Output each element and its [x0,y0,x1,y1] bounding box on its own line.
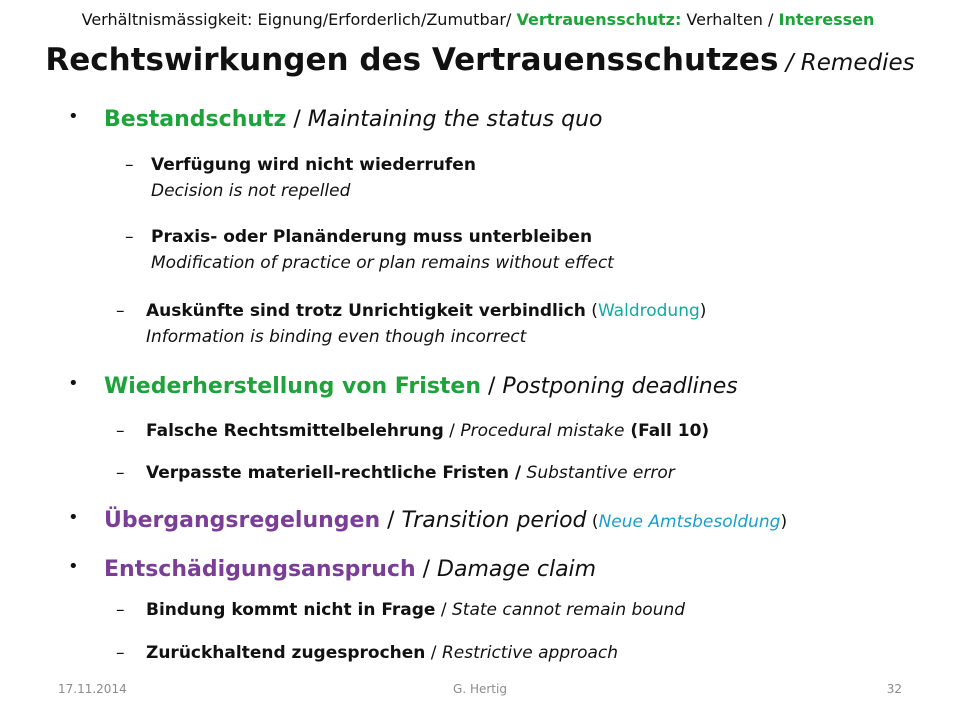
footer-author: G. Hertig [453,682,507,696]
header-line [6,10,950,29]
bullet-term: Übergangsregelungen [104,508,381,533]
sub-item-sep: / [425,643,442,663]
dash: – [116,600,125,620]
note-open: ( [586,512,599,532]
bullet-term: Entschädigungsanspruch [104,557,416,582]
header-prefix: Verhältnismässigkeit: Eignung/Erforderlich/Zumutbar/ [81,10,517,29]
sub-item-de: Verfügung wird nicht wiederrufen [151,155,476,175]
header-vertrauensschutz: Vertrauensschutz: [516,10,682,29]
note-waldrodung: Waldrodung [597,301,700,321]
sub-item-sep: / [435,600,452,620]
header-interessen: Interessen [778,10,875,29]
dash: – [125,155,134,175]
sub-item-de: Zurückhaltend zugesprochen [146,643,426,663]
dash: – [116,463,125,483]
sub-item-de: Auskünfte sind trotz Unrichtigkeit verbindlich [146,301,586,321]
sub-item-en: Information is binding even though incorrect [146,327,527,347]
slide-title [0,42,960,78]
note-close: ) [780,512,788,532]
bullet-translation: Damage claim [437,557,597,582]
sub-item-en: Restrictive approach [441,643,619,663]
bullet-dot: • [68,373,79,394]
bullet-sep: / [286,107,308,132]
bullet-term: Bestandschutz [104,107,287,132]
bullet-translation: Postponing deadlines [502,374,738,399]
bullet-bestandschutz [68,106,603,132]
sub-item [116,460,675,486]
sub-item [125,152,476,204]
sub-item-de: Praxis- oder Planänderung muss unterbleiben [151,227,593,247]
dash: – [125,227,134,247]
sub-item-en: Procedural mistake [460,421,625,441]
sub-item [116,597,686,623]
sub-item [116,640,619,666]
bullet-dot: • [68,507,79,528]
note-neue-amtsbesoldung: Neue Amtsbesoldung [598,512,781,532]
bullet-entschaedigungsanspruch [68,556,597,582]
note-open: ( [585,301,598,321]
sub-item-de: Falsche Rechtsmittelbelehrung [146,421,444,441]
note-close: ) [699,301,707,321]
bullet-dot: • [68,106,79,127]
sub-item-en: Decision is not repelled [151,181,351,201]
sub-item [116,418,710,444]
bullet-uebergangsregelungen [68,507,788,533]
sub-item-extra: (Fall 10) [624,421,710,441]
footer-page-number: 32 [886,682,902,696]
bullet-term: Wiederherstellung von Fristen [104,374,482,399]
sub-item-de: Verpasste materiell-rechtliche Fristen / [146,463,522,483]
dash: – [116,301,125,321]
title-main: Rechtswirkungen des Vertrauensschutzes [45,42,779,78]
bullet-sep: / [380,508,402,533]
bullet-wiederherstellung [68,373,738,399]
header-middle: Verhalten / [681,10,779,29]
bullet-sep: / [481,374,503,399]
dash: – [116,643,125,663]
sub-item-en: Modification of practice or plan remains without effect [151,253,614,273]
sub-item-sep: / [443,421,461,441]
bullet-sep: / [415,557,438,582]
bullet-translation: Transition period [401,508,587,533]
dash: – [116,421,125,441]
bullet-dot: • [68,556,79,577]
bullet-translation: Maintaining the status quo [307,107,603,132]
sub-item [116,298,707,350]
footer-date: 17.11.2014 [58,682,127,696]
sub-item-de: Bindung kommt nicht in Frage [146,600,436,620]
title-sub: / Remedies [778,50,915,76]
sub-item-en: Substantive error [526,463,675,483]
sub-item-en: State cannot remain bound [451,600,686,620]
sub-item [125,224,614,276]
